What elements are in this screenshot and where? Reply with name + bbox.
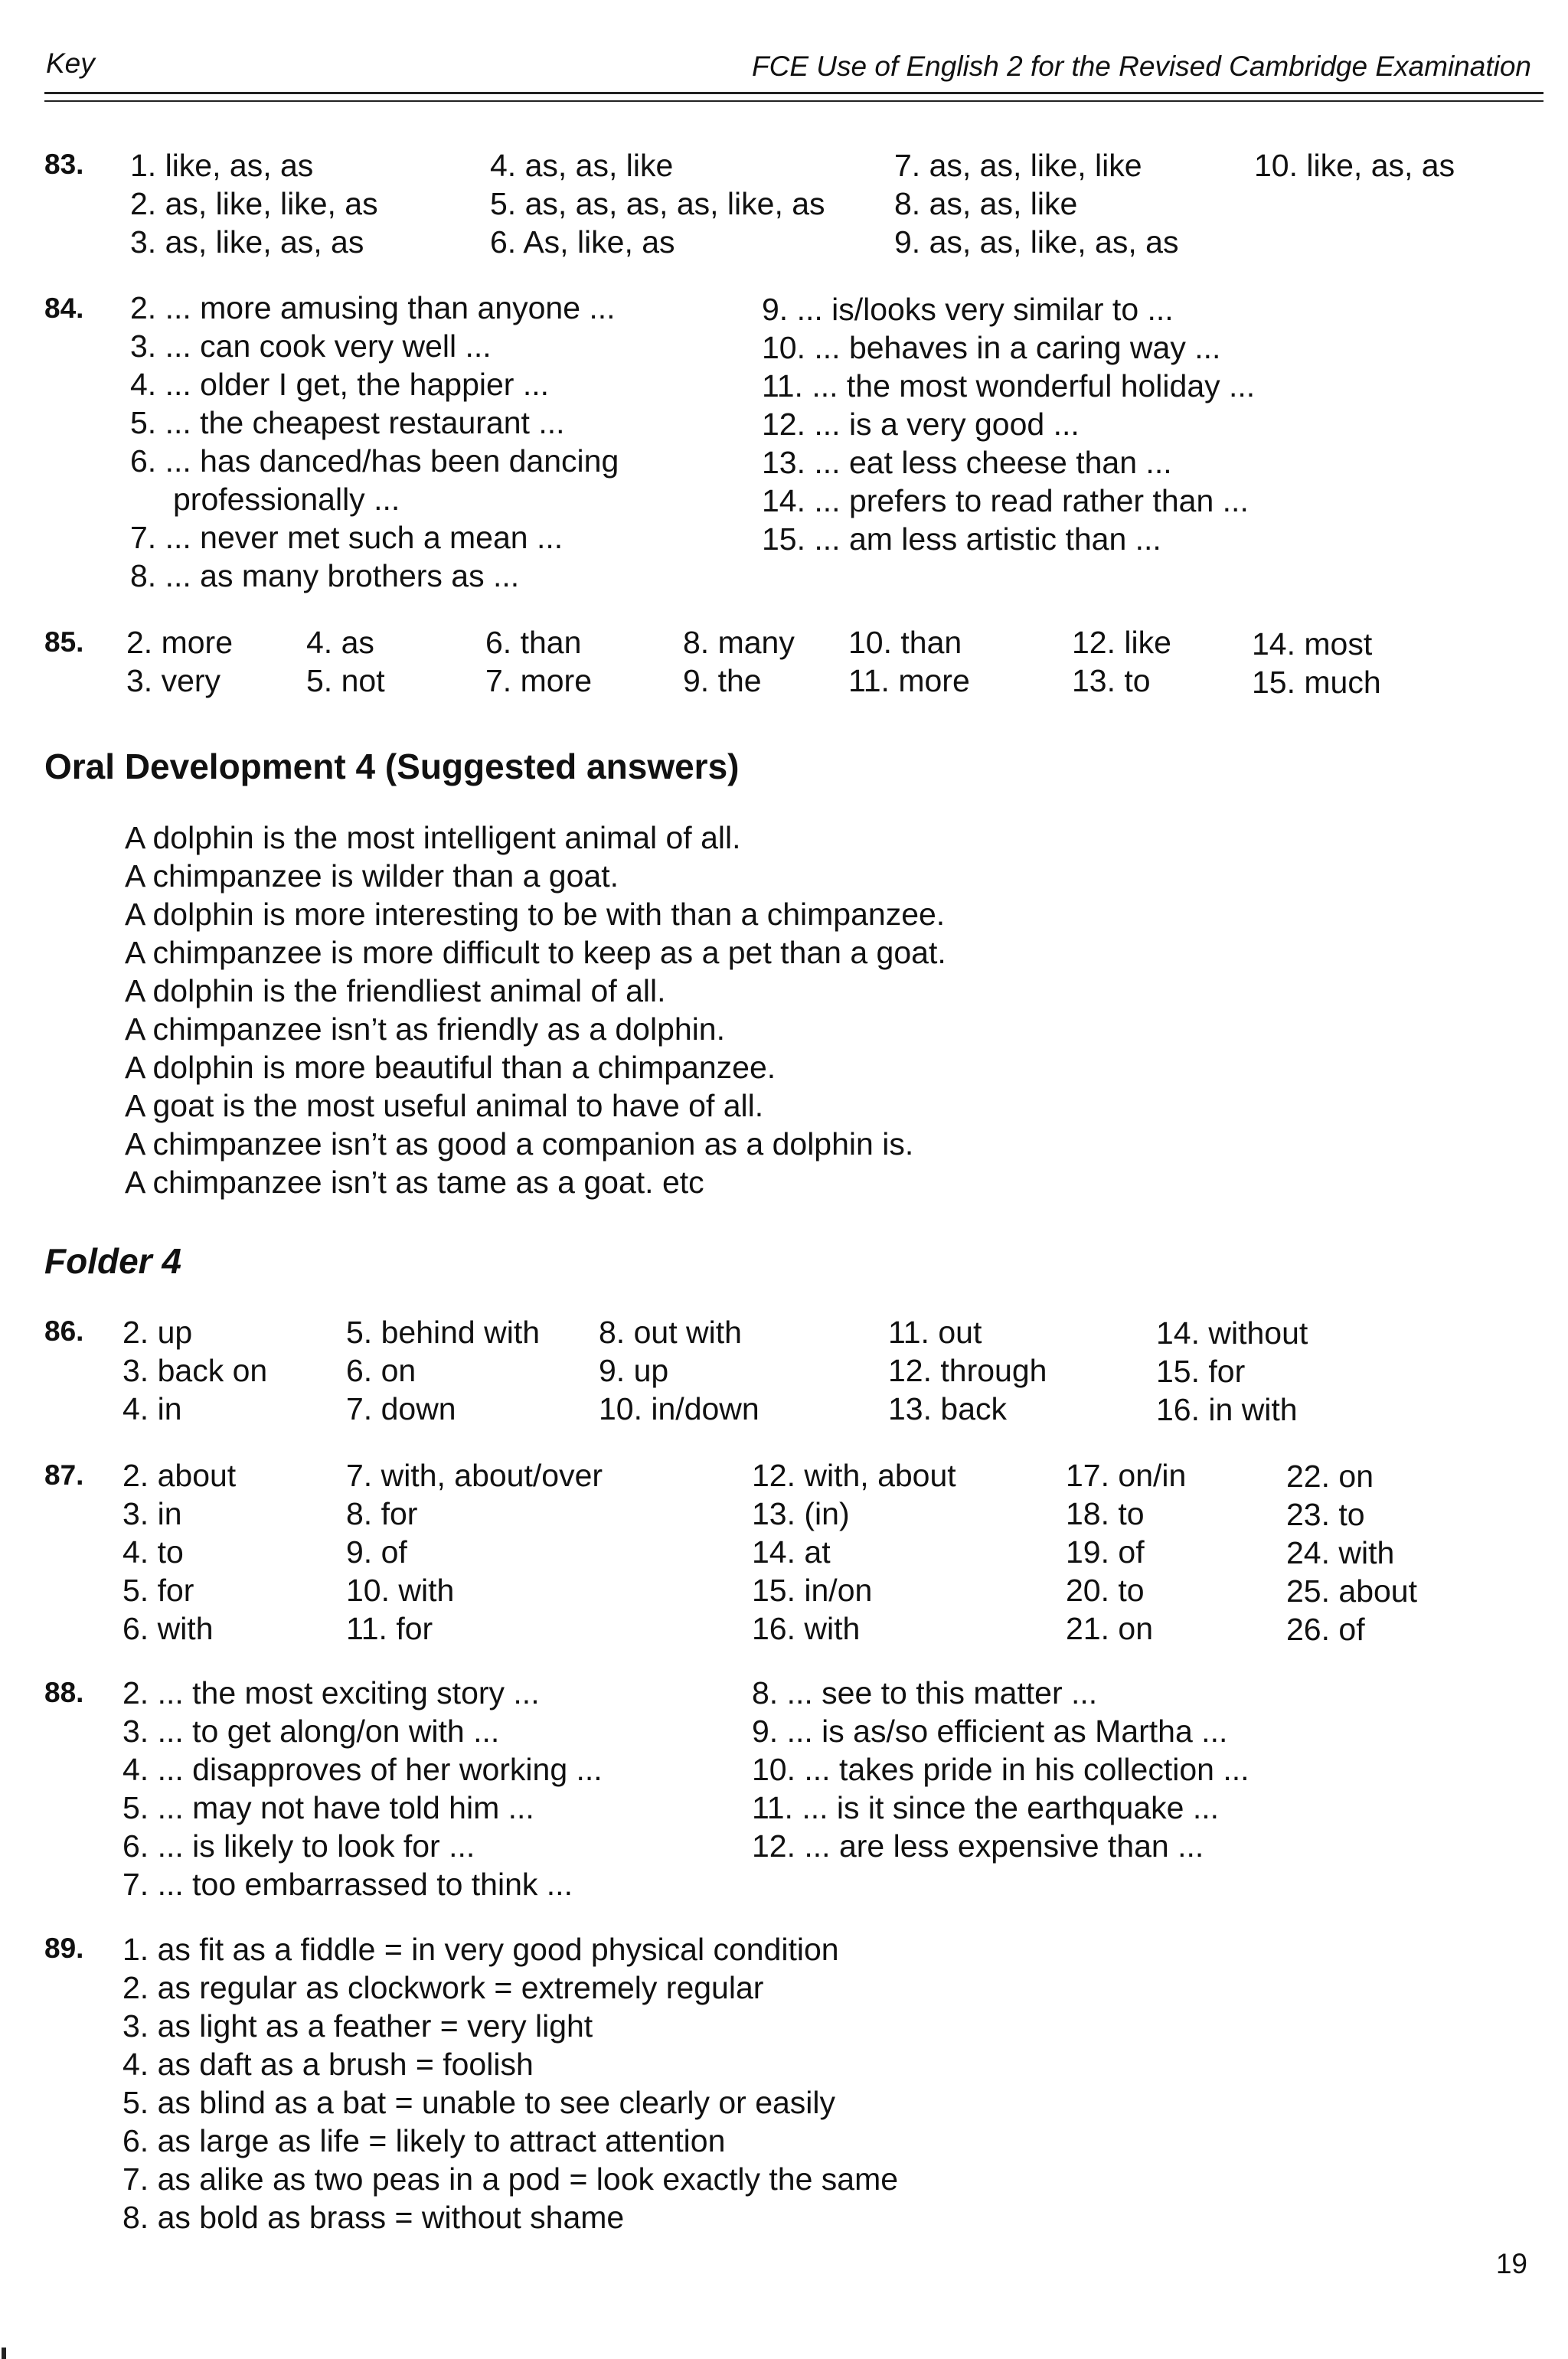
answer-item: 10. like, as, as	[1254, 148, 1455, 183]
answer-line: A dolphin is more beautiful than a chimpanzee.	[125, 1050, 776, 1085]
answer-item: 3. as light as a feather = very light	[122, 2008, 593, 2044]
answer-line: A dolphin is the friendliest animal of all.	[125, 973, 666, 1008]
answer-item: 10. in/down	[599, 1391, 760, 1426]
answer-item: 10. than	[848, 625, 962, 660]
answer-item: 7. as, as, like, like	[894, 148, 1142, 183]
answer-item: 6. ... has danced/has been dancing	[130, 443, 619, 479]
answer-line: A goat is the most useful animal to have of all.	[125, 1088, 764, 1123]
answer-item: 16. with	[752, 1611, 861, 1646]
answer-item: 6. As, like, as	[490, 224, 675, 260]
answer-item: 20. to	[1066, 1573, 1145, 1608]
answer-item: 6. than	[485, 625, 582, 660]
answer-item: 9. the	[683, 663, 762, 698]
answer-item: 13. back	[888, 1391, 1007, 1426]
answer-item: 2. ... the most exciting story ...	[122, 1675, 540, 1710]
answer-item: 11. more	[848, 663, 970, 698]
running-header-right: FCE Use of English 2 for the Revised Cambridge Examination	[752, 51, 1531, 82]
answer-item: 1. like, as, as	[130, 148, 314, 183]
answer-item: 15. for	[1156, 1354, 1246, 1389]
answer-item: 8. many	[683, 625, 795, 660]
answer-item: 2. as regular as clockwork = extremely regular	[122, 1970, 764, 2005]
answer-item: 4. to	[122, 1534, 184, 1570]
scan-edge-mark	[2, 2348, 6, 2359]
answer-item: 8. for	[346, 1496, 418, 1531]
answer-item: 26. of	[1286, 1612, 1365, 1647]
answer-item: 2. up	[122, 1315, 193, 1350]
exercise-number-86: 86.	[44, 1315, 84, 1347]
answer-item: 14. most	[1252, 626, 1373, 662]
answer-item: 14. at	[752, 1534, 831, 1570]
section-title-folder: Folder 4	[44, 1241, 181, 1281]
answer-item: 8. as, as, like	[894, 186, 1078, 221]
answer-item: 13. (in)	[752, 1496, 850, 1531]
answer-item: 5. as blind as a bat = unable to see clearly or easily	[122, 2085, 836, 2120]
answer-item: 3. ... to get along/on with ...	[122, 1714, 500, 1749]
answer-item: 8. ... see to this matter ...	[752, 1675, 1098, 1710]
answer-item: 9. ... is/looks very similar to ...	[762, 292, 1174, 327]
answer-item: 18. to	[1066, 1496, 1145, 1531]
answer-item: 11. ... the most wonderful holiday ...	[762, 368, 1256, 404]
answer-item: 12. through	[888, 1353, 1047, 1388]
answer-item: 4. as	[306, 625, 374, 660]
exercise-number-89: 89.	[44, 1933, 84, 1964]
answer-line: A chimpanzee isn’t as friendly as a dolphin.	[125, 1011, 726, 1047]
answer-item: 3. as, like, as, as	[130, 224, 364, 260]
answer-item: 15. in/on	[752, 1573, 873, 1608]
answer-item: 2. ... more amusing than anyone ...	[130, 290, 616, 325]
answer-item: 6. on	[346, 1353, 416, 1388]
answer-item: 2. more	[126, 625, 233, 660]
answer-item: 7. as alike as two peas in a pod = look exactly the same	[122, 2161, 899, 2197]
exercise-number-84: 84.	[44, 292, 84, 324]
answer-item: 24. with	[1286, 1535, 1395, 1570]
answer-line: A chimpanzee isn’t as tame as a goat. etc	[125, 1165, 704, 1200]
exercise-number-85: 85.	[44, 626, 84, 658]
running-header-left: Key	[46, 47, 95, 79]
answer-item: 5. ... may not have told him ...	[122, 1790, 534, 1825]
answer-line: A chimpanzee is wilder than a goat.	[125, 858, 619, 894]
answer-item: 4. as, as, like	[490, 148, 674, 183]
oral-development-answers	[125, 818, 946, 1201]
answer-item: 9. ... is as/so efficient as Martha ...	[752, 1714, 1228, 1749]
answer-item: 19. of	[1066, 1534, 1145, 1570]
answer-item: 25. about	[1286, 1573, 1417, 1609]
answer-line: A dolphin is the most intelligent animal of all.	[125, 820, 741, 855]
exercise-number-88: 88.	[44, 1677, 84, 1708]
answer-item: 5. behind with	[346, 1315, 541, 1350]
answer-item: 9. of	[346, 1534, 407, 1570]
answer-item: 8. ... as many brothers as ...	[130, 558, 520, 593]
answer-item: 6. ... is likely to look for ...	[122, 1828, 475, 1864]
answer-item: 6. as large as life = likely to attract attention	[122, 2123, 726, 2158]
answer-item: 3. ... can cook very well ...	[130, 328, 492, 364]
answer-item: 3. in	[122, 1496, 182, 1531]
answer-item: 12. with, about	[752, 1458, 956, 1493]
answer-item: 10. with	[346, 1573, 455, 1608]
header-rule	[44, 92, 1544, 94]
answer-item: 4. ... disapproves of her working ...	[122, 1752, 603, 1787]
answer-item: 7. ... too embarrassed to think ...	[122, 1867, 573, 1902]
answer-item: 4. as daft as a brush = foolish	[122, 2047, 534, 2082]
answer-item: 15. much	[1252, 665, 1381, 700]
answer-item: 17. on/in	[1066, 1458, 1187, 1493]
answer-item: 22. on	[1286, 1459, 1374, 1494]
exercise-number-83: 83.	[44, 149, 84, 180]
answer-item: 5. ... the cheapest restaurant ...	[130, 405, 565, 440]
answer-item: 5. for	[122, 1573, 194, 1608]
answer-item: 9. up	[599, 1353, 669, 1388]
answer-item: 16. in with	[1156, 1392, 1298, 1427]
answer-item: 6. with	[122, 1611, 214, 1646]
answer-item: 2. as, like, like, as	[130, 186, 378, 221]
answer-item: 13. to	[1072, 663, 1151, 698]
answer-item: 21. on	[1066, 1611, 1153, 1646]
exercise-number-87: 87.	[44, 1459, 84, 1491]
answer-item: 2. about	[122, 1458, 237, 1493]
answer-item: 4. in	[122, 1391, 182, 1426]
answer-item: 14. without	[1156, 1315, 1308, 1351]
answer-item: 11. ... is it since the earthquake ...	[752, 1790, 1220, 1825]
page-number: 19	[1495, 2248, 1527, 2279]
answer-item: 13. ... eat less cheese than ...	[762, 445, 1172, 480]
header-rule-secondary	[44, 100, 1544, 102]
answer-item: 7. ... never met such a mean ...	[130, 520, 564, 555]
answer-item: 12. like	[1072, 625, 1171, 660]
answer-item: 12. ... is a very good ...	[762, 407, 1080, 442]
answer-item: 5. as, as, as, as, like, as	[490, 186, 825, 221]
answer-item-continuation: professionally ...	[173, 482, 400, 517]
answer-item: 14. ... prefers to read rather than ...	[762, 483, 1249, 518]
section-title-oral-development: Oral Development 4 (Suggested answers)	[44, 747, 740, 786]
answer-item: 5. not	[306, 663, 385, 698]
answer-item: 1. as fit as a fiddle = in very good physical condition	[122, 1932, 839, 1967]
answer-item: 8. as bold as brass = without shame	[122, 2200, 625, 2235]
answer-item: 7. with, about/over	[346, 1458, 603, 1493]
answer-item: 7. more	[485, 663, 592, 698]
answer-item: 9. as, as, like, as, as	[894, 224, 1179, 260]
answer-item: 10. ... takes pride in his collection ...	[752, 1752, 1250, 1787]
answer-line: A chimpanzee isn’t as good a companion as a dolphin is.	[125, 1126, 914, 1162]
answer-item: 3. very	[126, 663, 221, 698]
answer-item: 12. ... are less expensive than ...	[752, 1828, 1204, 1864]
answer-item: 11. for	[346, 1611, 433, 1646]
answer-item: 4. ... older I get, the happier ...	[130, 367, 549, 402]
answer-item: 10. ... behaves in a caring way ...	[762, 330, 1221, 365]
answer-item: 3. back on	[122, 1353, 268, 1388]
answer-item: 7. down	[346, 1391, 456, 1426]
answer-item: 11. out	[888, 1315, 982, 1350]
answer-line: A chimpanzee is more difficult to keep as a pet than a goat.	[125, 935, 946, 970]
answer-line: A dolphin is more interesting to be with than a chimpanzee.	[125, 897, 946, 932]
answer-item: 23. to	[1286, 1497, 1365, 1532]
answer-item: 8. out with	[599, 1315, 742, 1350]
answer-item: 15. ... am less artistic than ...	[762, 521, 1161, 557]
